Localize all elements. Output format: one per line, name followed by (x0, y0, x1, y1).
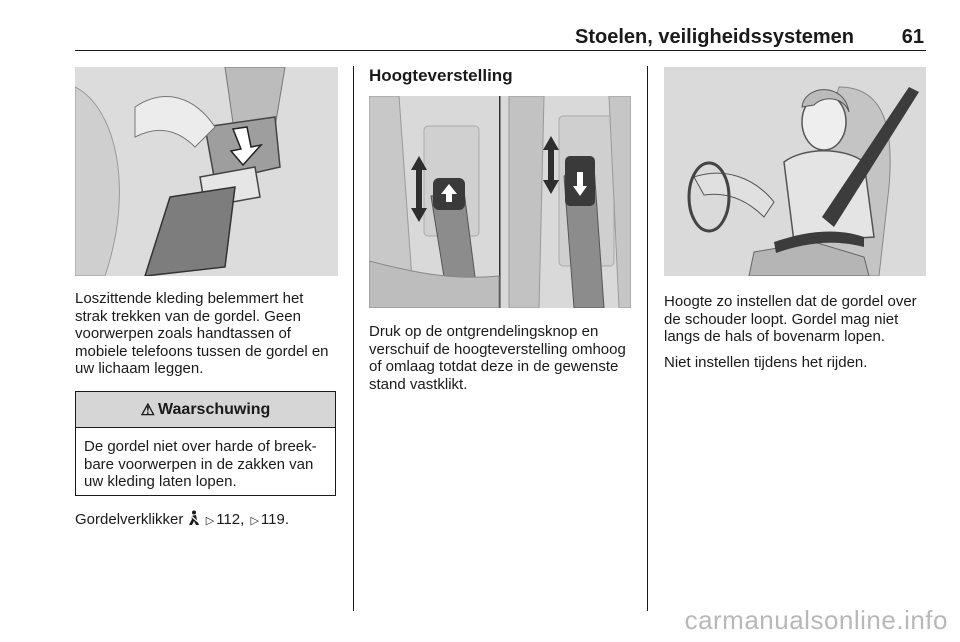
warning-text: De gordel niet over harde of breekbare voorwerpen in de zakken van uw kleding laten lopen. (84, 438, 317, 490)
watermark: carmanualsonline.info (684, 605, 948, 635)
warning-box (75, 391, 336, 496)
page-header (75, 24, 926, 51)
column-divider (353, 66, 354, 611)
warning-header (76, 392, 335, 428)
page-ref-arrow-icon[interactable]: ▷ (250, 515, 259, 527)
release-button-paragraph: Druk op de ontgrendelingsknop en verschuif de hoogteverstelling omhoog of omlaag totdat deze in de gewenste stand vastklikt. (369, 323, 626, 393)
section-title: Stoelen, veiligheidssystemen (575, 26, 854, 48)
no-adjust-while-driving-paragraph: Niet instellen tijdens het rijden. (664, 353, 868, 371)
column-divider (647, 66, 648, 611)
height-adjuster-illustration (369, 96, 631, 308)
reference-label: Gordelverklikker (75, 511, 184, 528)
column-1-text (75, 290, 340, 378)
seated-driver-illustration (664, 67, 926, 276)
loose-clothing-paragraph: Loszittende kleding belemmert het strak trekken van de gordel. Geen voorwerpen zoals handtassen of mobiele telefoons tussen de gordel en uw lichaam leggen. (75, 290, 329, 377)
belt-buckle-illustration (75, 67, 338, 276)
height-adjust-heading: Hoogteverstelling (369, 66, 513, 85)
column-3-text (664, 293, 930, 371)
warning-title: Waarschuwing (158, 400, 271, 418)
height-setting-paragraph: Hoogte zo instellen dat de gordel over de schouder loopt. Gordel mag niet langs de hals of bovenarm lopen. (664, 293, 917, 345)
seatbelt-reminder-reference (75, 510, 289, 528)
page-ref-2[interactable]: 119. (260, 511, 290, 528)
column-2-text (369, 323, 634, 393)
warning-triangle-icon: ⚠ (140, 401, 156, 419)
seatbelt-person-icon (188, 511, 204, 528)
page-ref-arrow-icon[interactable]: ▷ (205, 515, 215, 527)
page-number: 61 (901, 26, 924, 48)
page-ref-1[interactable]: 112, (216, 511, 245, 528)
